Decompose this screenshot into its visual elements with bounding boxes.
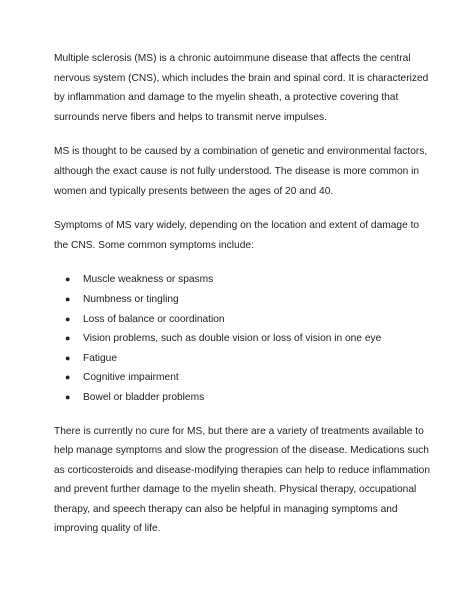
symptom-list xyxy=(54,270,434,407)
list-item-text: Loss of balance or coordination xyxy=(83,313,225,325)
list-item-text: Numbness or tingling xyxy=(83,293,179,305)
bullet-icon: ● xyxy=(65,293,71,304)
document-page xyxy=(54,49,434,539)
list-item-text: Fatigue xyxy=(83,352,117,364)
bullet-icon: ● xyxy=(65,313,71,324)
bullet-icon: ● xyxy=(65,274,71,285)
list-item-text: Cognitive impairment xyxy=(83,372,179,384)
bullet-icon: ● xyxy=(65,372,71,383)
list-item xyxy=(54,329,434,349)
list-item xyxy=(54,290,434,310)
paragraph-symptoms-intro: Symptoms of MS vary widely, depending on the location and extent of damage to the CNS. Some common symptoms include: xyxy=(54,220,420,251)
bullet-icon: ● xyxy=(65,391,71,402)
list-item xyxy=(54,349,434,369)
list-item xyxy=(54,310,434,330)
list-item-text: Muscle weakness or spasms xyxy=(83,274,214,286)
list-item xyxy=(54,388,434,408)
paragraph-ms-definition: Multiple sclerosis (MS) is a chronic autoimmune disease that affects the central nervous system (CNS), which includes the brain and spinal cord. It is characterized by inflammation and damage to the myelin sheath, a protective covering that surrounds nerve fibers and helps to transmit nerve impulses. xyxy=(54,53,429,123)
paragraph-ms-causes: MS is thought to be caused by a combination of genetic and environmental factors, although the exact cause is not fully understood. The disease is more common in women and typically presents between the ages of 20 and 40. xyxy=(54,146,428,197)
bullet-icon: ● xyxy=(65,352,71,363)
list-item-text: Bowel or bladder problems xyxy=(83,391,205,403)
list-item-text: Vision problems, such as double vision or loss of vision in one eye xyxy=(83,333,382,345)
list-item xyxy=(54,270,434,290)
bullet-icon: ● xyxy=(65,333,71,344)
list-item xyxy=(54,368,434,388)
paragraph-treatment: There is currently no cure for MS, but there are a variety of treatments available to help manage symptoms and slow the progression of the disease. Medications such as corticosteroids and disease-modifying therapies can help to reduce inflammation and prevent further damage to the myelin sheath. Physical therapy, occupational therapy, and speech therapy can also be helpful in managing symptoms and improving quality of life. xyxy=(54,425,431,535)
